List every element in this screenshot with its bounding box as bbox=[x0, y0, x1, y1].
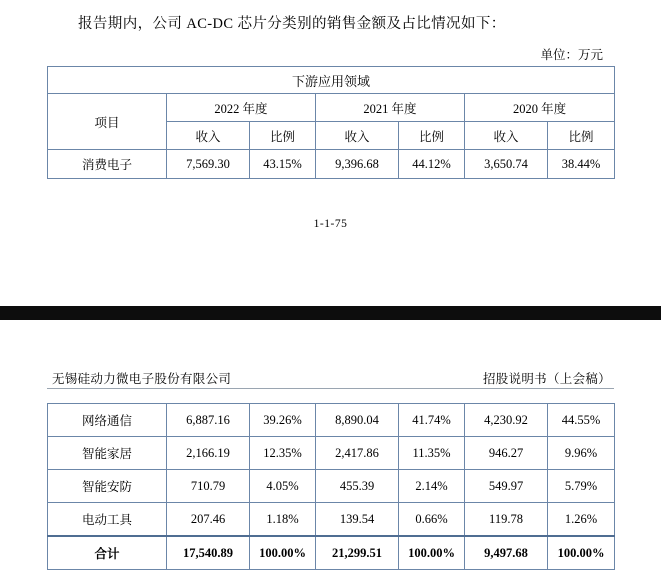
unit-note: 单位：万元 bbox=[540, 48, 603, 62]
row-label: 智能家居 bbox=[48, 437, 167, 470]
table-row bbox=[48, 150, 615, 179]
row-cell: 946.27 bbox=[465, 437, 548, 470]
row-cell: 1.18% bbox=[250, 503, 316, 537]
row-cell: 0.66% bbox=[399, 503, 465, 537]
table-year-header-row bbox=[48, 94, 615, 122]
row-cell: 2,417.86 bbox=[316, 437, 399, 470]
row-cell: 6,887.16 bbox=[167, 404, 250, 437]
sales-breakdown-table-bottom bbox=[47, 403, 615, 570]
row-cell: 3,650.74 bbox=[465, 150, 548, 179]
row-label: 智能安防 bbox=[48, 470, 167, 503]
row-cell: 4,230.92 bbox=[465, 404, 548, 437]
sales-breakdown-table-top bbox=[47, 66, 615, 179]
row-cell: 207.46 bbox=[167, 503, 250, 537]
year-header-2022: 2022 年度 bbox=[167, 94, 316, 122]
row-cell: 41.74% bbox=[399, 404, 465, 437]
row-cell: 5.79% bbox=[548, 470, 615, 503]
row-label: 消费电子 bbox=[48, 150, 167, 179]
row-cell: 44.55% bbox=[548, 404, 615, 437]
year-header-2021: 2021 年度 bbox=[316, 94, 465, 122]
row-cell: 2,166.19 bbox=[167, 437, 250, 470]
row-cell: 549.97 bbox=[465, 470, 548, 503]
row-cell: 119.78 bbox=[465, 503, 548, 537]
row-cell: 12.35% bbox=[250, 437, 316, 470]
table-band-row bbox=[48, 67, 615, 94]
row-cell: 8,890.04 bbox=[316, 404, 399, 437]
row-label: 电动工具 bbox=[48, 503, 167, 537]
band-title: 下游应用领域 bbox=[48, 67, 615, 94]
page-number: 1-1-75 bbox=[313, 218, 348, 230]
table-row bbox=[48, 437, 615, 470]
subheader-revenue-2021: 收入 bbox=[316, 122, 399, 150]
page-separator bbox=[0, 306, 661, 320]
intro-paragraph: 报告期内，公司 AC-DC 芯片分类别的销售金额及占比情况如下： bbox=[78, 16, 506, 32]
subheader-ratio-2022: 比例 bbox=[250, 122, 316, 150]
row-cell: 9.96% bbox=[548, 437, 615, 470]
year-header-2020: 2020 年度 bbox=[465, 94, 615, 122]
table-row bbox=[48, 470, 615, 503]
total-label: 合计 bbox=[48, 536, 167, 570]
row-cell: 710.79 bbox=[167, 470, 250, 503]
table-row bbox=[48, 404, 615, 437]
row-cell: 1.26% bbox=[548, 503, 615, 537]
total-cell: 9,497.68 bbox=[465, 536, 548, 570]
total-cell: 17,540.89 bbox=[167, 536, 250, 570]
row-cell: 38.44% bbox=[548, 150, 615, 179]
row-cell: 11.35% bbox=[399, 437, 465, 470]
row-cell: 139.54 bbox=[316, 503, 399, 537]
row-cell: 4.05% bbox=[250, 470, 316, 503]
running-header-left: 无锡硅动力微电子股份有限公司 bbox=[52, 372, 232, 386]
row-label: 网络通信 bbox=[48, 404, 167, 437]
row-cell: 7,569.30 bbox=[167, 150, 250, 179]
row-cell: 2.14% bbox=[399, 470, 465, 503]
subheader-revenue-2022: 收入 bbox=[167, 122, 250, 150]
total-cell: 100.00% bbox=[399, 536, 465, 570]
row-cell: 455.39 bbox=[316, 470, 399, 503]
subheader-ratio-2021: 比例 bbox=[399, 122, 465, 150]
item-header: 项目 bbox=[48, 94, 167, 150]
header-divider bbox=[47, 388, 614, 389]
row-cell: 39.26% bbox=[250, 404, 316, 437]
row-cell: 44.12% bbox=[399, 150, 465, 179]
row-cell: 9,396.68 bbox=[316, 150, 399, 179]
total-cell: 21,299.51 bbox=[316, 536, 399, 570]
total-cell: 100.00% bbox=[548, 536, 615, 570]
running-header-right: 招股说明书（上会稿） bbox=[482, 372, 611, 386]
subheader-ratio-2020: 比例 bbox=[548, 122, 615, 150]
subheader-revenue-2020: 收入 bbox=[465, 122, 548, 150]
table-total-row bbox=[48, 536, 615, 570]
table-row bbox=[48, 503, 615, 537]
total-cell: 100.00% bbox=[250, 536, 316, 570]
row-cell: 43.15% bbox=[250, 150, 316, 179]
